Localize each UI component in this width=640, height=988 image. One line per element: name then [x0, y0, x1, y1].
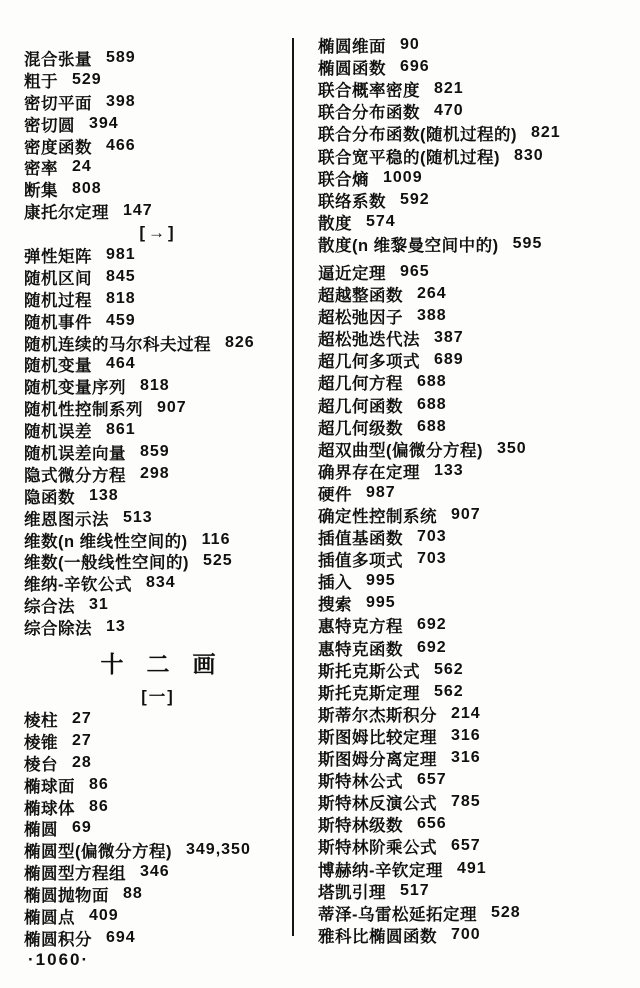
index-entry — [318, 681, 636, 703]
entry-term: 随机变量 — [24, 357, 92, 376]
index-entry — [24, 353, 292, 375]
index-entry — [24, 113, 292, 135]
entry-page: 388 — [417, 307, 447, 325]
entry-page: 845 — [106, 267, 136, 285]
entry-page: 13 — [106, 618, 126, 636]
index-entry — [318, 394, 636, 416]
entry-page: 818 — [140, 377, 170, 395]
index-entry — [24, 529, 292, 551]
entry-term: 斯图姆比较定理 — [318, 728, 437, 747]
entry-page: 700 — [451, 925, 481, 943]
right-column — [318, 34, 636, 946]
entry-term: 棱锥 — [24, 733, 58, 752]
entry-page: 692 — [417, 616, 447, 634]
entry-term: 散度(n 维黎曼空间中的) — [318, 236, 499, 255]
entry-page: 349,350 — [186, 841, 251, 859]
index-entry — [24, 135, 292, 157]
index-entry — [318, 261, 636, 283]
index-entry — [318, 813, 636, 835]
entry-term: 随机性控制系列 — [24, 401, 143, 420]
entry-page: 116 — [201, 530, 231, 548]
stroke-marker: [→] — [139, 223, 177, 243]
entry-page: 350 — [497, 439, 527, 457]
entry-term: 超几何多项式 — [318, 353, 420, 372]
entry-term: 维数(n 维线性空间的) — [24, 532, 188, 551]
entry-term: 随机连续的马尔科夫过程 — [24, 335, 211, 354]
index-entry — [318, 902, 636, 924]
entry-page: 298 — [140, 464, 170, 482]
index-entry — [24, 507, 292, 529]
index-entry — [318, 189, 636, 211]
entry-term: 超几何函数 — [318, 397, 403, 416]
entry-page: 525 — [203, 552, 233, 570]
entry-term: 椭圆函数 — [318, 60, 386, 79]
index-entry — [318, 460, 636, 482]
index-entry — [318, 725, 636, 747]
entry-term: 插入 — [318, 574, 352, 593]
entry-term: 插值基函数 — [318, 530, 403, 549]
index-entry — [318, 637, 636, 659]
entry-page: 830 — [514, 146, 544, 164]
entry-page: 692 — [417, 638, 447, 656]
index-entry — [318, 349, 636, 371]
column-divider — [292, 38, 294, 936]
entry-term: 逼近定理 — [318, 264, 386, 283]
entry-term: 斯特林级数 — [318, 817, 403, 836]
index-entry — [24, 266, 292, 288]
index-entry — [24, 616, 292, 638]
entry-term: 斯蒂尔杰斯积分 — [318, 706, 437, 725]
index-entry — [24, 796, 292, 818]
entry-term: 斯特林公式 — [318, 773, 403, 792]
entry-term: 超松弛迭代法 — [318, 331, 420, 350]
entry-term: 蒂泽-乌雷松延拓定理 — [318, 905, 477, 924]
entry-term: 维恩图示法 — [24, 510, 109, 529]
entry-page: 965 — [400, 262, 430, 280]
entry-page: 826 — [225, 333, 255, 351]
entry-page: 513 — [123, 508, 153, 526]
entry-term: 惠特克方程 — [318, 618, 403, 637]
entry-page: 688 — [417, 395, 447, 413]
entry-term: 综合除法 — [24, 620, 92, 639]
entry-term: 隐式微分方程 — [24, 466, 126, 485]
left-column — [24, 47, 292, 949]
entry-term: 超松弛因子 — [318, 309, 403, 328]
index-entry — [24, 752, 292, 774]
entry-term: 惠特克函数 — [318, 640, 403, 659]
index-entry — [318, 482, 636, 504]
index-entry — [24, 200, 292, 222]
entry-term: 随机误差向量 — [24, 444, 126, 463]
index-entry — [318, 233, 636, 255]
index-entry — [318, 592, 636, 614]
index-entry — [318, 747, 636, 769]
entry-page: 981 — [106, 245, 136, 263]
index-entry — [318, 122, 636, 144]
entry-page: 785 — [451, 793, 481, 811]
entry-page: 657 — [451, 837, 481, 855]
index-entry — [318, 144, 636, 166]
entry-term: 确定性控制系统 — [318, 508, 437, 527]
entry-page: 995 — [366, 594, 396, 612]
entry-page: 90 — [400, 36, 420, 54]
entry-page: 696 — [400, 58, 430, 76]
index-entry — [24, 572, 292, 594]
index-entry — [318, 327, 636, 349]
entry-term: 斯托克斯定理 — [318, 684, 420, 703]
entry-term: 随机区间 — [24, 269, 92, 288]
section-header: 十 二 画 — [100, 651, 216, 678]
entry-page: 27 — [72, 709, 92, 727]
page-number: ·1060· — [28, 950, 90, 969]
entry-page: 562 — [434, 682, 464, 700]
entry-term: 确界存在定理 — [318, 463, 420, 482]
index-entry — [318, 504, 636, 526]
entry-term: 密切圆 — [24, 116, 75, 135]
entry-term: 椭球体 — [24, 799, 75, 818]
entry-term: 断集 — [24, 182, 58, 201]
entry-term: 联合熵 — [318, 170, 369, 189]
index-entry — [318, 416, 636, 438]
index-entry — [24, 288, 292, 310]
entry-page: 821 — [434, 80, 464, 98]
index-entry — [24, 463, 292, 485]
index-entry — [318, 526, 636, 548]
entry-page: 595 — [512, 234, 543, 252]
entry-term: 联络系数 — [318, 192, 386, 211]
entry-term: 密切平面 — [24, 94, 92, 113]
entry-term: 维数(一般线性空间的) — [24, 554, 189, 573]
entry-page: 529 — [72, 70, 102, 88]
entry-page: 27 — [72, 731, 92, 749]
entry-page: 24 — [72, 158, 92, 176]
entry-term: 综合法 — [24, 598, 75, 617]
index-entry — [318, 438, 636, 460]
index-entry — [318, 835, 636, 857]
entry-term: 联合概率密度 — [318, 82, 420, 101]
index-entry — [24, 550, 292, 572]
entry-page: 470 — [434, 102, 464, 120]
entry-page: 409 — [89, 907, 119, 924]
entry-term: 棱柱 — [24, 712, 58, 730]
index-entry — [24, 927, 292, 949]
index-entry — [24, 485, 292, 507]
entry-page: 466 — [106, 136, 136, 154]
index-entry — [24, 905, 292, 927]
index-entry — [318, 924, 636, 946]
index-entry — [318, 34, 636, 56]
entry-term: 斯特林反演公式 — [318, 795, 437, 814]
entry-page: 31 — [89, 596, 109, 614]
entry-page: 394 — [89, 114, 119, 132]
index-entry — [318, 167, 636, 189]
index-entry — [24, 708, 292, 730]
entry-term: 博赫纳-辛钦定理 — [318, 861, 443, 880]
entry-term: 密率 — [24, 160, 58, 179]
entry-page: 517 — [400, 881, 430, 899]
index-entry — [24, 332, 292, 354]
entry-term: 椭圆 — [24, 821, 58, 840]
index-entry — [318, 56, 636, 78]
entry-term: 超双曲型(偏微分方程) — [318, 441, 483, 460]
entry-page: 818 — [106, 289, 136, 307]
entry-term: 密度函数 — [24, 138, 92, 157]
entry-term: 棱台 — [24, 755, 58, 774]
entry-page: 28 — [72, 753, 92, 771]
entry-term: 雅科比椭圆函数 — [318, 927, 437, 946]
entry-page: 694 — [106, 928, 136, 946]
index-entry — [318, 614, 636, 636]
entry-page: 316 — [451, 726, 481, 744]
index-entry — [24, 244, 292, 266]
entry-term: 椭圆维面 — [318, 38, 386, 57]
entry-term: 椭圆抛物面 — [24, 887, 109, 906]
entry-term: 粗于 — [24, 72, 58, 91]
entry-page: 657 — [417, 771, 447, 789]
entry-term: 插值多项式 — [318, 552, 403, 571]
entry-term: 隐函数 — [24, 488, 75, 507]
index-entry — [318, 570, 636, 592]
entry-page: 69 — [72, 819, 92, 837]
entry-page: 346 — [140, 863, 170, 881]
index-entry — [318, 78, 636, 100]
index-entry — [24, 419, 292, 441]
index-entry — [24, 156, 292, 178]
index-entry — [24, 310, 292, 332]
entry-page: 859 — [140, 442, 170, 460]
entry-page: 689 — [434, 351, 464, 369]
index-entry — [24, 839, 292, 861]
entry-term: 斯特林阶乘公式 — [318, 839, 437, 858]
index-entry — [24, 730, 292, 752]
entry-page: 907 — [451, 506, 481, 524]
entry-page: 834 — [146, 574, 176, 592]
index-entry — [24, 441, 292, 463]
index-entry — [318, 857, 636, 879]
entry-term: 椭圆型方程组 — [24, 865, 126, 884]
entry-term: 联合分布函数(随机过程的) — [318, 126, 517, 145]
index-entry — [24, 397, 292, 419]
entry-term: 超几何级数 — [318, 419, 403, 438]
index-entry — [24, 818, 292, 840]
index-entry — [318, 659, 636, 681]
entry-page: 491 — [457, 859, 487, 877]
entry-term: 随机误差 — [24, 423, 92, 442]
index-entry — [24, 178, 292, 200]
index-entry — [24, 883, 292, 905]
index-entry — [318, 769, 636, 791]
entry-page: 574 — [366, 212, 396, 230]
entry-term: 随机过程 — [24, 291, 92, 310]
entry-term: 联合宽平稳的(随机过程) — [318, 148, 500, 167]
index-entry — [24, 47, 292, 69]
entry-page: 459 — [106, 311, 136, 329]
entry-term: 随机事件 — [24, 313, 92, 332]
index-entry — [318, 548, 636, 570]
entry-page: 147 — [123, 202, 153, 220]
entry-page: 589 — [106, 48, 136, 66]
index-entry — [24, 375, 292, 397]
entry-page: 703 — [417, 528, 447, 546]
entry-term: 随机变量序列 — [24, 379, 126, 398]
entry-page: 214 — [451, 704, 481, 722]
entry-term: 超越整函数 — [318, 287, 403, 306]
entry-page: 387 — [434, 329, 464, 347]
entry-term: 超几何方程 — [318, 375, 403, 394]
entry-term: 椭圆型(偏微分方程) — [24, 843, 172, 862]
entry-page: 861 — [106, 421, 136, 439]
entry-page: 987 — [366, 483, 396, 501]
entry-page: 592 — [400, 190, 430, 208]
entry-page: 688 — [417, 373, 447, 391]
entry-term: 混合张量 — [24, 50, 92, 69]
entry-page: 808 — [72, 180, 102, 198]
entry-page: 316 — [451, 749, 481, 767]
index-entry — [318, 100, 636, 122]
index-entry — [318, 371, 636, 393]
index-entry — [318, 791, 636, 813]
entry-term: 康托尔定理 — [24, 204, 109, 223]
entry-term: 维纳-辛钦公式 — [24, 576, 132, 595]
entry-term: 散度 — [318, 214, 352, 233]
index-entry — [318, 211, 636, 233]
entry-term: 椭球面 — [24, 777, 75, 796]
entry-term: 斯图姆分离定理 — [318, 751, 437, 770]
index-entry — [24, 774, 292, 796]
entry-term: 弹性矩阵 — [24, 247, 92, 266]
entry-page: 995 — [366, 572, 396, 590]
entry-page: 907 — [157, 399, 187, 417]
stroke-marker: [一] — [141, 688, 175, 707]
index-entry — [318, 283, 636, 305]
entry-term: 斯托克斯公式 — [318, 662, 420, 681]
entry-page: 1009 — [383, 168, 423, 186]
entry-page: 138 — [89, 486, 119, 504]
entry-page: 398 — [106, 92, 136, 110]
entry-term: 硬件 — [318, 485, 352, 504]
entry-term: 椭圆点 — [24, 909, 75, 928]
entry-page: 86 — [89, 797, 109, 815]
index-entry — [24, 69, 292, 91]
entry-page: 528 — [491, 903, 521, 921]
entry-term: 塔凯引理 — [318, 883, 386, 902]
index-entry — [24, 594, 292, 616]
index-entry — [318, 703, 636, 725]
index-entry — [318, 305, 636, 327]
entry-page: 88 — [123, 885, 143, 903]
entry-term: 椭圆积分 — [24, 930, 92, 949]
entry-term: 联合分布函数 — [318, 104, 420, 123]
entry-page: 656 — [417, 815, 447, 833]
entry-page: 86 — [89, 775, 109, 793]
index-entry — [24, 91, 292, 113]
entry-page: 821 — [531, 124, 561, 142]
entry-page: 688 — [417, 417, 447, 435]
entry-page: 703 — [417, 550, 447, 568]
entry-page: 264 — [417, 285, 447, 303]
index-entry — [24, 861, 292, 883]
entry-page: 562 — [434, 660, 464, 678]
entry-page: 133 — [434, 461, 464, 479]
entry-page: 464 — [106, 355, 136, 373]
entry-term: 搜索 — [318, 596, 352, 615]
index-entry — [318, 880, 636, 902]
